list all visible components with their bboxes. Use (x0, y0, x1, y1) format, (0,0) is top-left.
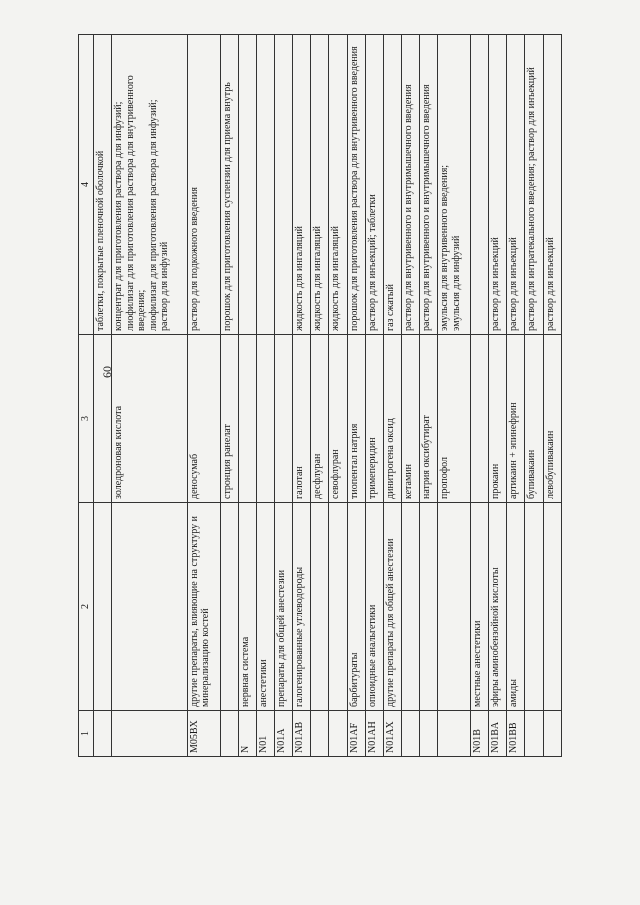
table-row (311, 35, 329, 757)
table-row (383, 35, 401, 757)
substance-cell: тримеперидин (365, 335, 383, 503)
dosage-forms-cell (347, 35, 365, 335)
table-row (489, 35, 507, 757)
dosage-form: концентрат для приготовления раствора для инфузий; (113, 101, 125, 331)
dosage-forms-cell (365, 35, 383, 335)
substance-cell: галотан (293, 335, 311, 503)
substance-cell: стронция ранелат (220, 335, 238, 503)
table-row (470, 35, 488, 757)
group-cell: местные анестетики (470, 503, 488, 711)
dosage-form: раствор для инфузий (159, 241, 171, 331)
dosage-form: раствор для инъекций (508, 237, 520, 331)
group-cell: нервная система (238, 503, 256, 711)
code-cell (311, 711, 329, 757)
dosage-forms-cell (275, 35, 293, 335)
substance-cell: динитрогена оксид (383, 335, 401, 503)
code-cell (94, 711, 112, 757)
table-row (256, 35, 274, 757)
table-row (329, 35, 347, 757)
dosage-forms-cell (311, 35, 329, 335)
group-cell (402, 503, 420, 711)
table-row (420, 35, 438, 757)
dosage-form: раствор для внутривенного и внутримышечного введения (421, 84, 433, 331)
substance-cell: золедроновая кислота (112, 335, 188, 503)
group-cell: другие препараты, влияющие на структуру и минерализацию костей (187, 503, 220, 711)
dosage-forms-cell (489, 35, 507, 335)
substance-cell: прокаин (489, 335, 507, 503)
code-cell: N01AH (365, 711, 383, 757)
group-cell: галогенированные углеводороды (293, 503, 311, 711)
dosage-form: эмульсия для инфузий (450, 235, 462, 331)
code-cell: N01AF (347, 711, 365, 757)
substance-cell: тиопентал натрия (347, 335, 365, 503)
group-cell (543, 503, 561, 711)
substance-cell: деносумаб (187, 335, 220, 503)
code-cell: N01AB (293, 711, 311, 757)
table-row (438, 35, 471, 757)
code-cell (420, 711, 438, 757)
header-cell-4: 4 (79, 35, 94, 335)
header-cell-3: 3 (79, 335, 94, 503)
group-cell: эфиры аминобензойной кислоты (489, 503, 507, 711)
group-cell (525, 503, 543, 711)
dosage-form: раствор для интратекального введения; раствор для инъекций (526, 67, 538, 331)
group-cell (311, 503, 329, 711)
dosage-forms-cell (438, 35, 471, 335)
group-cell: препараты для общей анестезии (275, 503, 293, 711)
dosage-form: жидкость для ингаляций (312, 226, 324, 331)
code-cell (402, 711, 420, 757)
dosage-forms-cell (94, 35, 112, 335)
group-cell (438, 503, 471, 711)
code-cell: N01B (470, 711, 488, 757)
table-row (402, 35, 420, 757)
dosage-forms-cell (187, 35, 220, 335)
dosage-form: порошок для приготовления раствора для внутривенного введения (348, 46, 360, 331)
code-cell (112, 711, 188, 757)
dosage-form: порошок для приготовления суспензии для приема внутрь (221, 82, 233, 331)
dosage-form: жидкость для ингаляций (330, 226, 342, 331)
header-cell-1: 1 (79, 711, 94, 757)
group-cell: анестетики (256, 503, 274, 711)
substance-cell (470, 335, 488, 503)
dosage-form: газ сжатый (384, 284, 396, 331)
group-cell: опиоидные анальгетики (365, 503, 383, 711)
dosage-form: раствор для инъекций; таблетки (366, 194, 378, 331)
dosage-forms-cell (543, 35, 561, 335)
substance-cell (256, 335, 274, 503)
dosage-form: таблетки, покрытые пленочной оболочкой (95, 150, 106, 331)
dosage-forms-cell (329, 35, 347, 335)
table-row (293, 35, 311, 757)
substance-cell: артикаин + эпинефрин (507, 335, 525, 503)
code-cell: M05BX (187, 711, 220, 757)
dosage-form: эмульсия для внутривенного введения; (439, 164, 451, 331)
dosage-form: раствор для подкожного введения (188, 187, 200, 331)
group-cell: амиды (507, 503, 525, 711)
code-cell: N01BA (489, 711, 507, 757)
table-row (347, 35, 365, 757)
code-cell: N01 (256, 711, 274, 757)
group-cell (94, 503, 112, 711)
table-row (220, 35, 238, 757)
code-cell: N (238, 711, 256, 757)
table-row (507, 35, 525, 757)
code-cell (220, 711, 238, 757)
code-cell: N01AX (383, 711, 401, 757)
code-cell: N01A (275, 711, 293, 757)
dosage-form: лиофилизат для приготовления раствора для инфузий; (147, 99, 159, 331)
substance-cell (238, 335, 256, 503)
dosage-form: лиофилизат для приготовления раствора для внутривенного введения; (124, 75, 148, 331)
table-row (187, 35, 220, 757)
substance-cell (275, 335, 293, 503)
substance-cell: левобупивакаин (543, 335, 561, 503)
dosage-forms-cell (256, 35, 274, 335)
table-row (112, 35, 188, 757)
header-cell-2: 2 (79, 503, 94, 711)
dosage-forms-cell (402, 35, 420, 335)
header-row (79, 35, 94, 757)
code-cell: N01BB (507, 711, 525, 757)
group-cell (420, 503, 438, 711)
dosage-forms-cell (293, 35, 311, 335)
code-cell (543, 711, 561, 757)
page-number: 60 (100, 366, 114, 378)
dosage-forms-cell (507, 35, 525, 335)
code-cell (329, 711, 347, 757)
dosage-forms-cell (383, 35, 401, 335)
group-cell (220, 503, 238, 711)
dosage-forms-cell (525, 35, 543, 335)
substance-cell: севофлуран (329, 335, 347, 503)
table-row (238, 35, 256, 757)
group-cell (112, 503, 188, 711)
dosage-form: раствор для инъекций (544, 237, 556, 331)
dosage-forms-cell (420, 35, 438, 335)
code-cell (525, 711, 543, 757)
substance-cell: бупивакаин (525, 335, 543, 503)
drug-list-table (78, 34, 562, 757)
group-cell: другие препараты для общей анестезии (383, 503, 401, 711)
dosage-forms-cell (470, 35, 488, 335)
table-row (94, 35, 112, 757)
group-cell: барбитураты (347, 503, 365, 711)
table-container (78, 35, 562, 757)
table-body (94, 35, 562, 757)
substance-cell (94, 335, 112, 503)
substance-cell: натрия оксибутират (420, 335, 438, 503)
substance-cell: кетамин (402, 335, 420, 503)
dosage-form: раствор для внутривенного и внутримышечного введения (403, 84, 415, 331)
table-row (365, 35, 383, 757)
dosage-form: раствор для инъекций (490, 237, 502, 331)
group-cell (329, 503, 347, 711)
code-cell (438, 711, 471, 757)
dosage-form: жидкость для ингаляций (294, 226, 306, 331)
table-row (275, 35, 293, 757)
substance-cell: пропофол (438, 335, 471, 503)
dosage-forms-cell (220, 35, 238, 335)
substance-cell: десфлуран (311, 335, 329, 503)
dosage-forms-cell (238, 35, 256, 335)
table-row (543, 35, 561, 757)
table-row (525, 35, 543, 757)
dosage-forms-cell (112, 35, 188, 335)
